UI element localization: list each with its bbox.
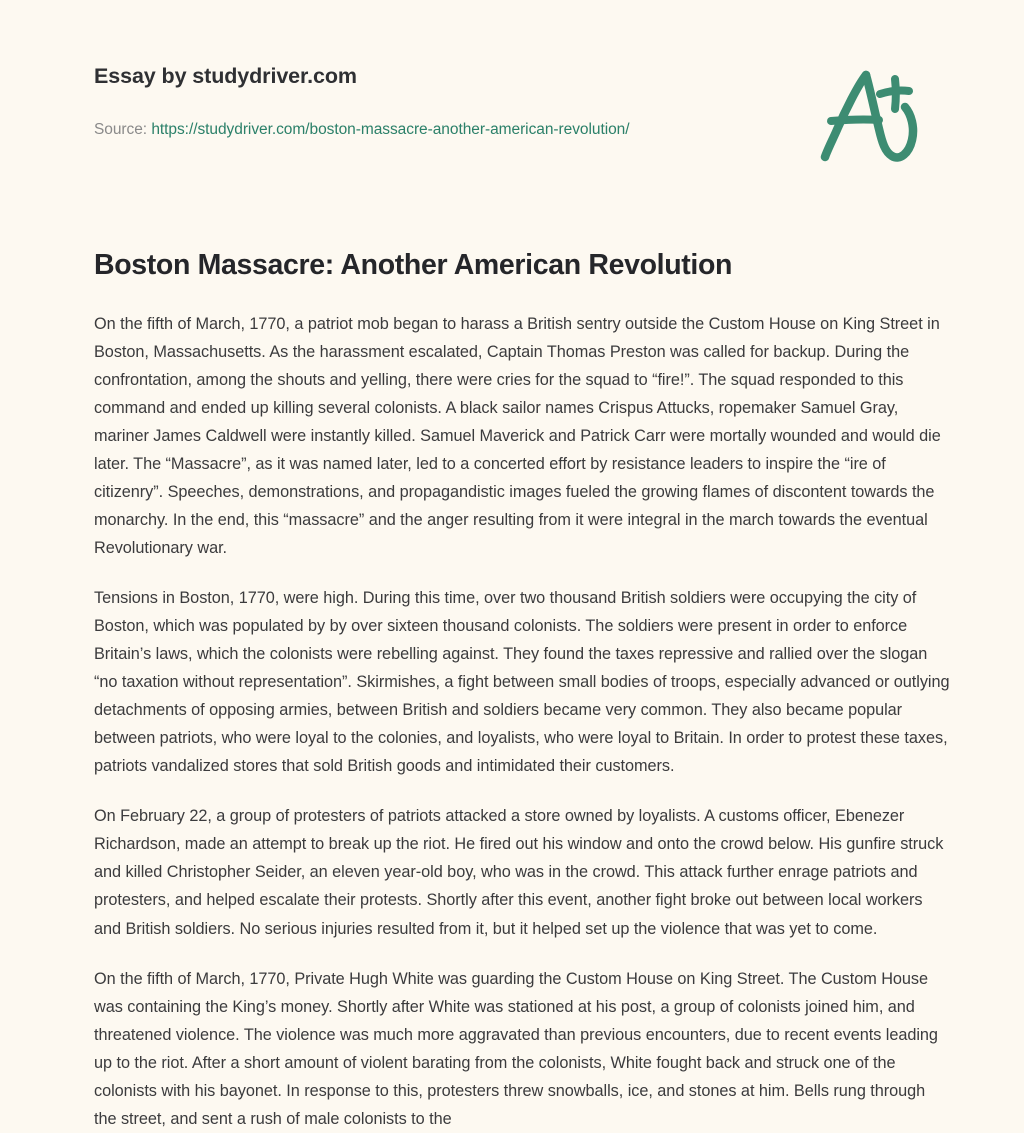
article [94,248,950,1133]
page-header [0,0,1024,185]
article-body [94,310,950,1132]
a-plus-logo-icon [812,58,928,170]
paragraph: On the fifth of March, 1770, Private Hugh White was guarding the Custom House on King Street. The Custom House was containing the King’s money. Shortly after White was stationed at his post, a group of colonists joined him, and threatened violence. The violence was much more aggravated than previous encounters, due to recent events leading up to the riot. After a short amount of violent barating from the colonists, White fought back and struck one of the colonists with his bayonet. In response to this, protesters threw snowballs, ice, and stones at him. Bells rung through the street, and sent a rush of male colonists to the [94,969,938,1128]
source-url-link[interactable]: https://studydriver.com/boston-massacre-another-american-revolution/ [151,121,630,138]
paragraph: On the fifth of March, 1770, a patriot mob began to harass a British sentry outside the Custom House on King Street in Boston, Massachusetts. As the harassment escalated, Captain Thomas Preston was called for backup. During the confrontation, among the shouts and yelling, there were cries for the squad to “fire!”. The squad responded to this command and ended up killing several colonists. A black sailor names Crispus Attucks, ropemaker Samuel Gray, mariner James Caldwell were instantly killed. Samuel Maverick and Patrick Carr were mortally wounded and would die later. The “Massacre”, as it was named later, led to a concerted effort by resistance leaders to inspire the “ire of citizenry”. Speeches, demonstrations, and propagandistic images fueled the growing flames of discontent towards the monarchy. In the end, this “massacre” and the anger resulting from it were integral in the march towards the eventual Revolutionary war. [94,315,941,558]
studydriver-a-plus-logo [812,58,928,170]
source-label: Source: [94,121,152,138]
byline: Essay by studydriver.com [94,64,357,88]
page-title: Boston Massacre: Another American Revolution [94,249,733,281]
paragraph: On February 22, a group of protesters of patriots attacked a store owned by loyalists. A customs officer, Ebenezer Richardson, made an attempt to break up the riot. He fired out his window and onto the crowd below. His gunfire struck and killed Christopher Seider, an eleven year-old boy, who was in the crowd. This attack further enrage patriots and protesters, and helped escalate their protests. Shortly after this event, another fight broke out between local workers and British soldiers. No serious injuries resulted from it, but it helped set up the violence that was yet to come. [94,807,944,938]
source-line [94,121,630,139]
paragraph: Tensions in Boston, 1770, were high. During this time, over two thousand British soldiers were occupying the city of Boston, which was populated by by over sixteen thousand colonists. The soldiers were present in order to enforce Britain’s laws, which the colonists were rebelling against. They found the taxes repressive and rallied over the slogan “no taxation without representation”. Skirmishes, a fight between small bodies of troops, especially advanced or outlying detachments of opposing armies, between British and soldiers became very common. They also became popular between patriots, who were loyal to the colonies, and loyalists, who were loyal to Britain. In order to protest these taxes, patriots vandalized stores that sold British goods and intimidated their customers. [94,589,950,776]
